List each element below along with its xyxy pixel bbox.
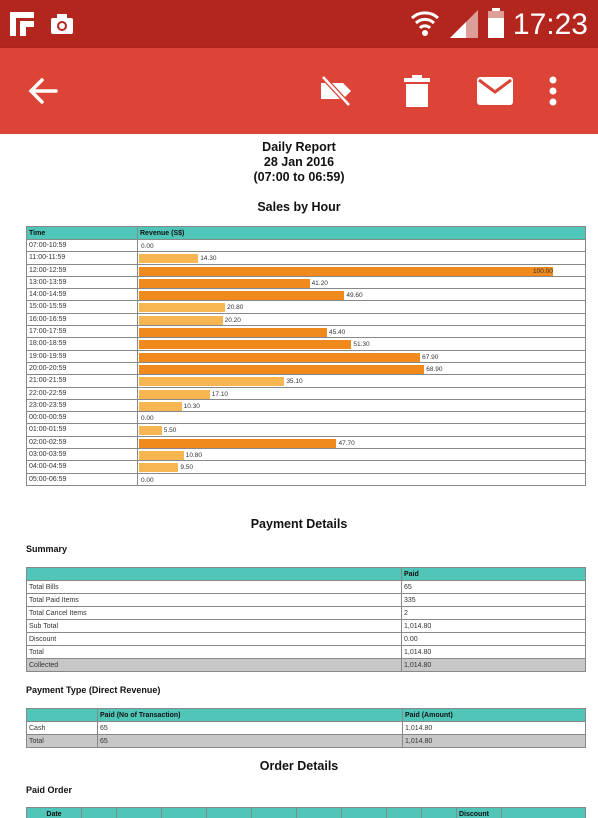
sales-revenue-cell [138,424,586,436]
sales-value-label: 10.80 [185,452,202,460]
summary-row [27,607,586,620]
sales-time: 15:00-15:59 [27,301,138,313]
paid-order-table [26,807,586,818]
sales-time: 18:00-18:59 [27,338,138,350]
sales-bar [139,365,424,374]
summary-value-cell: 1,014.80 [402,659,586,672]
sales-bar [139,279,310,288]
summary-label-cell: Total Cancel Items [27,607,402,620]
status-bar [0,0,598,48]
sales-time: 13:00-13:59 [27,276,138,288]
payment-type-label-cell: Cash [27,722,98,735]
sales-value-label: 0.00 [141,476,154,484]
sales-value-label: 17.10 [211,390,229,398]
sales-bar [139,390,210,399]
sales-row [27,264,586,276]
sales-bar [139,463,178,472]
summary-label: Summary [26,544,68,554]
summary-row [27,594,586,607]
sales-time: 21:00-21:59 [27,375,138,387]
summary-value-cell: 2 [402,607,586,620]
summary-value-cell: 1,014.80 [402,620,586,633]
payment-title: Payment Details [250,517,348,531]
sales-revenue-cell [138,362,586,374]
order-header-discount: Discount [457,808,502,818]
sales-time: 04:00-04:59 [27,461,138,473]
sales-row [27,301,586,313]
summary-row [27,659,586,672]
sales-value-label: 20.20 [224,316,241,324]
order-details-title: Order Details [259,759,339,773]
sales-time: 12:00-12:59 [27,264,138,276]
sales-bar [139,316,223,325]
sales-title: Sales by Hour [257,200,341,214]
sales-value-label: 47.70 [338,439,355,447]
sales-by-hour-table [26,226,586,486]
sales-time: 16:00-16:59 [27,313,138,325]
sales-time: 07:00-10:59 [27,240,138,252]
sales-row [27,473,586,485]
app-notification-icon [10,12,34,36]
type-header-amount: Paid (Amount) [403,709,586,722]
sales-row [27,362,586,374]
summary-value-cell: 65 [402,581,586,594]
sales-revenue-cell [138,252,586,264]
more-vert-icon [549,76,557,106]
sales-bar [139,340,351,349]
sales-row [27,313,586,325]
delete-icon [404,75,430,107]
sales-value-label: 20.80 [227,304,244,312]
sales-time: 22:00-22:59 [27,387,138,399]
sales-bar [139,291,344,300]
sales-value-label: 49.60 [346,292,363,300]
order-header-col [422,808,457,818]
battery-icon [488,8,504,38]
sales-revenue-cell [138,399,586,411]
type-header-blank [27,709,98,722]
sales-revenue-cell [138,326,586,338]
sales-row [27,399,586,411]
sales-revenue-cell [138,338,586,350]
sales-row [27,436,586,448]
sales-bar [139,426,162,435]
payment-type-count-cell: 65 [98,735,403,748]
sales-value-label: 68.90 [426,365,443,373]
order-header-col [297,808,342,818]
label-off-icon [319,75,355,107]
summary-value-cell: 335 [402,594,586,607]
sales-time: 02:00-02:59 [27,436,138,448]
summary-table [26,567,586,672]
sales-revenue-cell [138,412,586,424]
camera-notification-icon [50,13,74,35]
sales-row [27,326,586,338]
clock: 17:23 [512,8,588,41]
signal-icon [450,10,478,38]
summary-row [27,646,586,659]
order-header-col [82,808,117,818]
order-header-col [502,808,586,818]
summary-row [27,581,586,594]
back-button[interactable] [20,68,66,114]
sales-value-label: 9.50 [180,464,193,472]
summary-value-cell: 1,014.80 [402,646,586,659]
mark-unimportant-button[interactable] [314,68,360,114]
sales-revenue-cell [138,449,586,461]
report-date: 28 Jan 2016 [263,155,335,169]
sales-value-label: 14.30 [200,255,217,263]
summary-label-cell: Collected [27,659,402,672]
sales-row [27,338,586,350]
order-header-col [252,808,297,818]
sales-time: 05:00-06:59 [27,473,138,485]
sales-revenue-cell [138,461,586,473]
sales-time: 20:00-20:59 [27,362,138,374]
order-header-col [342,808,387,818]
sales-bar [139,402,182,411]
sales-bar [139,377,284,386]
sales-value-label: 67.90 [422,353,439,361]
order-header-col [387,808,422,818]
sales-row [27,252,586,264]
sales-row [27,350,586,362]
sales-bar [139,267,553,276]
sales-row [27,424,586,436]
sales-value-label: 51.30 [353,341,370,349]
summary-value-cell: 0.00 [402,633,586,646]
sales-revenue-cell [138,350,586,362]
sales-value-label: 45.40 [328,329,346,337]
summary-header-paid: Paid [402,568,586,581]
sales-bar [139,439,336,448]
sales-time: 23:00-23:59 [27,399,138,411]
sales-header-revenue: Revenue (S$) [138,227,586,240]
sales-value-label: 41.20 [311,279,328,287]
payment-type-label-cell: Total [27,735,98,748]
sales-revenue-cell [138,264,586,276]
payment-type-table [26,708,586,748]
summary-row [27,633,586,646]
summary-label-cell: Total Bills [27,581,402,594]
sales-value-label: 5.50 [163,427,177,435]
sales-time: 01:00-01:59 [27,424,138,436]
wifi-icon [410,8,440,38]
summary-row [27,620,586,633]
sales-revenue-cell [138,276,586,288]
sales-time: 11:00-11:59 [27,252,138,264]
sales-bar [139,353,420,362]
mail-icon [477,77,513,105]
sales-revenue-cell [138,301,586,313]
order-header-col [207,808,252,818]
summary-label-cell: Total [27,646,402,659]
payment-type-amount-cell: 1,014.80 [403,735,586,748]
sales-value-label: 10.30 [183,402,200,410]
sales-revenue-cell [138,387,586,399]
delete-button[interactable] [394,68,440,114]
sales-row [27,412,586,424]
sales-revenue-cell [138,436,586,448]
sales-revenue-cell [138,240,586,252]
order-header-col [162,808,207,818]
sales-row [27,387,586,399]
sales-time: 00:00-00:59 [27,412,138,424]
sales-row [27,375,586,387]
sales-time: 19:00-19:59 [27,350,138,362]
app-bar [0,48,598,134]
payment-type-row [27,735,586,748]
sales-revenue-cell [138,313,586,325]
summary-label-cell: Discount [27,633,402,646]
mail-button[interactable] [472,68,518,114]
sales-time: 14:00-14:59 [27,289,138,301]
order-header-col [117,808,162,818]
payment-type-count-cell: 65 [98,722,403,735]
sales-row [27,449,586,461]
sales-bar [139,303,225,312]
type-header-count: Paid (No of Transaction) [98,709,403,722]
sales-row [27,276,586,288]
order-header-date: Date [27,808,82,818]
sales-row [27,240,586,252]
sales-value-label: 35.10 [286,378,303,386]
payment-type-amount-cell: 1,014.80 [403,722,586,735]
paid-order-label: Paid Order [26,785,73,795]
sales-revenue-cell [138,375,586,387]
arrow-left-icon [28,76,58,106]
sales-row [27,461,586,473]
sales-bar [139,328,327,337]
sales-bar [139,254,198,263]
sales-time: 17:00-17:59 [27,326,138,338]
sales-revenue-cell [138,473,586,485]
report-range: (07:00 to 06:59) [253,170,345,184]
more-options-button[interactable] [533,68,573,114]
summary-header-blank [27,568,402,581]
summary-label-cell: Sub Total [27,620,402,633]
sales-value-label: 0.00 [141,415,154,423]
sales-value-label: 100.00 [533,267,553,275]
report-title: Daily Report [262,140,336,154]
sales-value-label: 0.00 [141,243,154,250]
sales-time: 03:00-03:59 [27,449,138,461]
sales-revenue-cell [138,289,586,301]
sales-header-time: Time [27,227,138,240]
sales-row [27,289,586,301]
message-body[interactable] [0,134,598,818]
sales-bar [139,451,184,460]
payment-type-row [27,722,586,735]
summary-label-cell: Total Paid Items [27,594,402,607]
payment-type-label: Payment Type (Direct Revenue) [26,685,161,695]
